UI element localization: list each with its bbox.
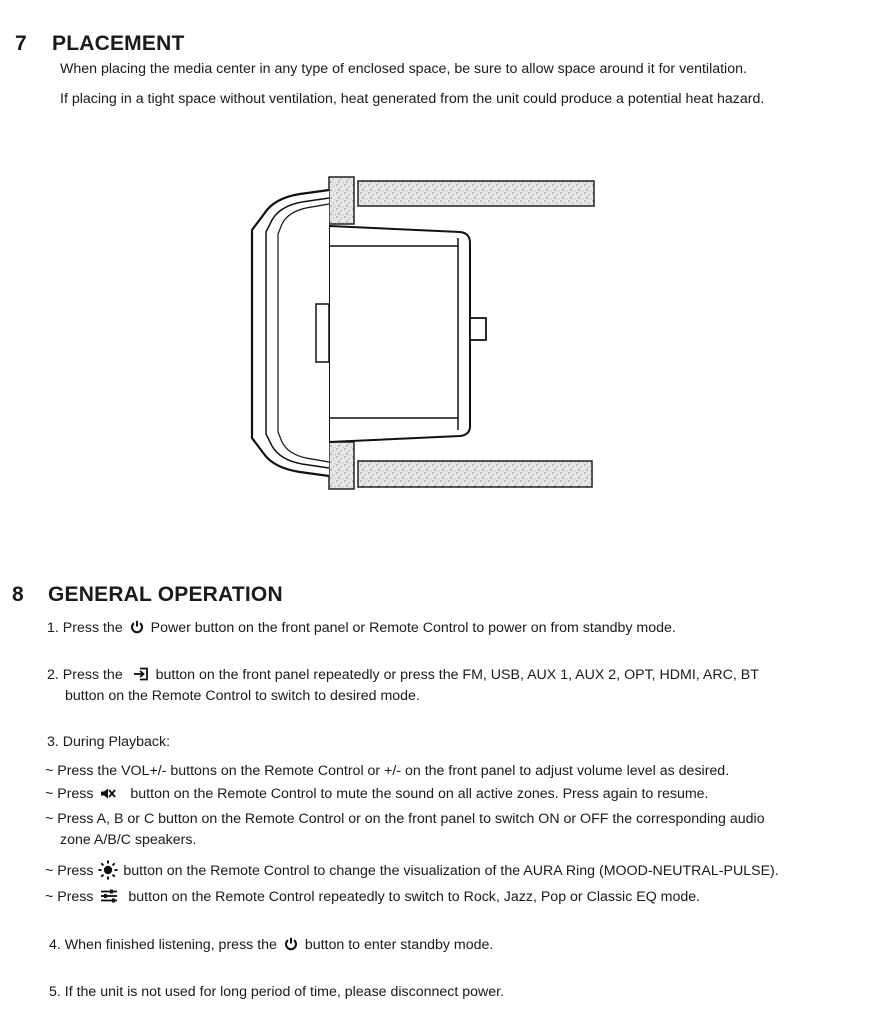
power-icon (130, 620, 144, 634)
bullet-eq-post: button on the Remote Control repeatedly to switch to Rock, Jazz, Pop or Classic EQ mode. (128, 889, 701, 905)
step-4-pre: 4. When finished listening, press the (49, 937, 277, 953)
bullet-zones: ~ Press A, B or C button on the Remote Control or on the front panel to switch ON or OFF the corresponding audio (45, 811, 765, 827)
step-1 (47, 620, 676, 637)
rear-connector (470, 318, 486, 340)
bottom-post (329, 442, 354, 489)
input-source-icon (133, 667, 149, 681)
step-2-line-2: button on the Remote Control to switch to desired mode. (65, 688, 420, 704)
bullet-volume: ~ Press the VOL+/- buttons on the Remote Control or +/- on the front panel to adjust volume level as desired. (45, 763, 730, 779)
step-2-pre: 2. Press the (47, 667, 123, 683)
step-1-post: Power button on the front panel or Remote Control to power on from standby mode. (150, 620, 676, 636)
front-tab (316, 304, 329, 362)
step-1-pre: 1. Press the (47, 620, 123, 636)
step-4-post: button to enter standby mode. (304, 937, 494, 953)
placement-paragraph-1: When placing the media center in any type of enclosed space, be sure to allow space around it for ventilation. (60, 61, 747, 77)
placement-diagram (240, 168, 610, 498)
top-post (329, 177, 354, 224)
bullet-light (45, 860, 779, 880)
bullet-mute-post: button on the Remote Control to mute the sound on all active zones. Press again to resume. (130, 786, 709, 802)
step-5: 5. If the unit is not used for long period of time, please disconnect power. (49, 984, 505, 1000)
bullet-zones-line-2: zone A/B/C speakers. (60, 832, 197, 848)
bullet-light-post: button on the Remote Control to change the visualization of the AURA Ring (MOOD-NEUTRAL-PULSE). (123, 863, 779, 879)
bullet-mute (45, 786, 709, 803)
unit-body (329, 226, 470, 442)
section-7-number: 7 (15, 32, 27, 55)
bullet-light-pre: ~ Press (45, 863, 94, 879)
step-2-post: button on the front panel repeatedly or press the FM, USB, AUX 1, AUX 2, OPT, HDMI, ARC, BT (155, 667, 759, 683)
power-icon (284, 937, 298, 951)
section-8-number: 8 (12, 583, 24, 606)
mute-icon (100, 787, 116, 800)
top-shelf (358, 181, 594, 206)
bottom-shelf (358, 461, 592, 487)
section-7-title: PLACEMENT (52, 32, 185, 55)
bullet-mute-pre: ~ Press (45, 786, 94, 802)
bullet-eq-pre: ~ Press (45, 889, 94, 905)
step-2 (47, 667, 759, 684)
placement-paragraph-2: If placing in a tight space without ventilation, heat generated from the unit could produce a potential heat hazard. (60, 91, 765, 107)
section-8-title: GENERAL OPERATION (48, 583, 283, 606)
step-4 (49, 937, 493, 954)
bullet-eq (45, 889, 700, 906)
step-3: 3. During Playback: (47, 734, 171, 750)
light-icon (98, 860, 118, 880)
eq-icon (100, 889, 118, 903)
